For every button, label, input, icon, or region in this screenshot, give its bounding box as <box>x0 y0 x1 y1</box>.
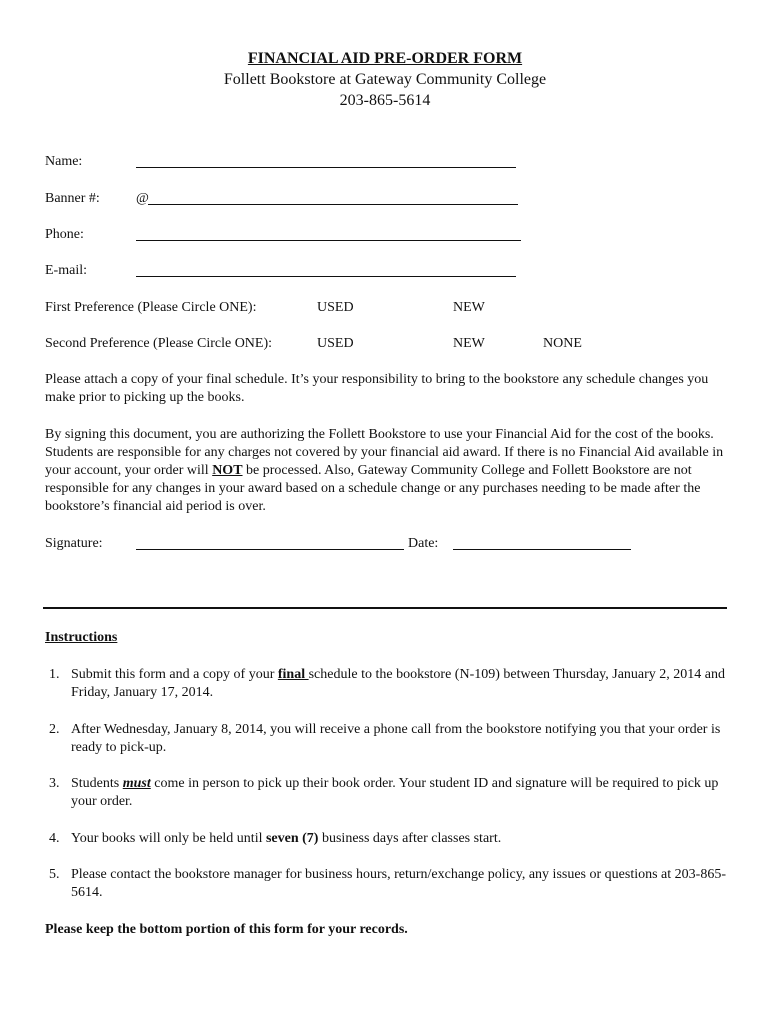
instruction-item <box>45 866 735 902</box>
authorization-paragraph <box>45 426 735 516</box>
name-label: Name: <box>45 154 83 169</box>
signature-label: Signature: <box>45 536 103 551</box>
item-text: Submit this form and a copy of your <box>71 667 278 682</box>
item-text: come in person to pick up their book order. Your student ID and signature will be required to pick up your order. <box>71 776 719 809</box>
item-number: 1. <box>49 667 60 682</box>
phone-field[interactable] <box>136 240 521 241</box>
banner-label: Banner #: <box>45 191 100 206</box>
date-field[interactable] <box>453 549 631 550</box>
first-preference-label: First Preference (Please Circle ONE): <box>45 300 257 315</box>
phone-label: Phone: <box>45 227 84 242</box>
form-title: FINANCIAL AID PRE-ORDER FORM <box>247 50 523 67</box>
attach-schedule-paragraph: Please attach a copy of your final schedule. It’s your responsibility to bring to the bookstore any schedule changes you make prior to picking up the books. <box>45 372 709 405</box>
signature-field[interactable] <box>136 549 404 550</box>
item-text: schedule to the bookstore (N-109) between Thursday, January 2, 2014 and Friday, January 17, 2014. <box>71 667 725 700</box>
first-preference-new[interactable]: NEW <box>453 300 485 315</box>
must-emphasis: must <box>122 776 151 791</box>
second-preference-label: Second Preference (Please Circle ONE): <box>45 336 273 351</box>
instruction-item <box>45 830 735 848</box>
item-text: Students <box>71 776 123 791</box>
records-note: Please keep the bottom portion of this form for your records. <box>45 922 408 937</box>
first-preference-used[interactable]: USED <box>317 300 354 315</box>
item-text: After Wednesday, January 8, 2014, you will receive a phone call from the bookstore notifying you that your order is ready to pick-up. <box>71 722 721 755</box>
authorization-text-a: By signing this document, you are authorizing the Follett Bookstore to use your Financial Aid for the cost of the books. Students are responsible for any charges not covered by your financial aid award. If there is no Financial Aid available in your account, your order will <box>45 427 724 478</box>
instruction-item <box>45 666 735 702</box>
second-preference-none[interactable]: NONE <box>543 336 582 351</box>
section-divider <box>43 607 727 609</box>
instruction-item <box>45 775 735 811</box>
instructions-heading: Instructions <box>45 630 118 645</box>
banner-prefix: @ <box>136 191 149 206</box>
name-field[interactable] <box>136 167 516 168</box>
second-preference-used[interactable]: USED <box>317 336 354 351</box>
item-number: 4. <box>49 831 60 846</box>
instruction-item <box>45 721 735 757</box>
item-number: 3. <box>49 776 60 791</box>
second-preference-new[interactable]: NEW <box>453 336 485 351</box>
not-emphasis: NOT <box>212 463 243 478</box>
item-text: Your books will only be held until <box>71 831 266 846</box>
email-field[interactable] <box>136 276 516 277</box>
email-label: E-mail: <box>45 263 87 278</box>
item-text: business days after classes start. <box>318 831 502 846</box>
item-number: 2. <box>49 722 60 737</box>
item-text: Please contact the bookstore manager for business hours, return/exchange policy, any issues or questions at 203-865-5614. <box>71 867 726 900</box>
bookstore-phone: 203-865-5614 <box>339 92 431 109</box>
banner-field[interactable] <box>148 204 518 205</box>
authorization-text-b: be processed. Also, Gateway Community College and Follett Bookstore are not responsible for any changes in your award based on a schedule change or any purchases needing to be made after the bookstore’s financial aid period is over. <box>45 463 701 514</box>
item-number: 5. <box>49 867 60 882</box>
date-label: Date: <box>408 536 439 551</box>
final-emphasis: final <box>277 667 309 682</box>
bookstore-name: Follett Bookstore at Gateway Community College <box>223 71 547 88</box>
seven-emphasis: seven (7) <box>265 831 319 846</box>
